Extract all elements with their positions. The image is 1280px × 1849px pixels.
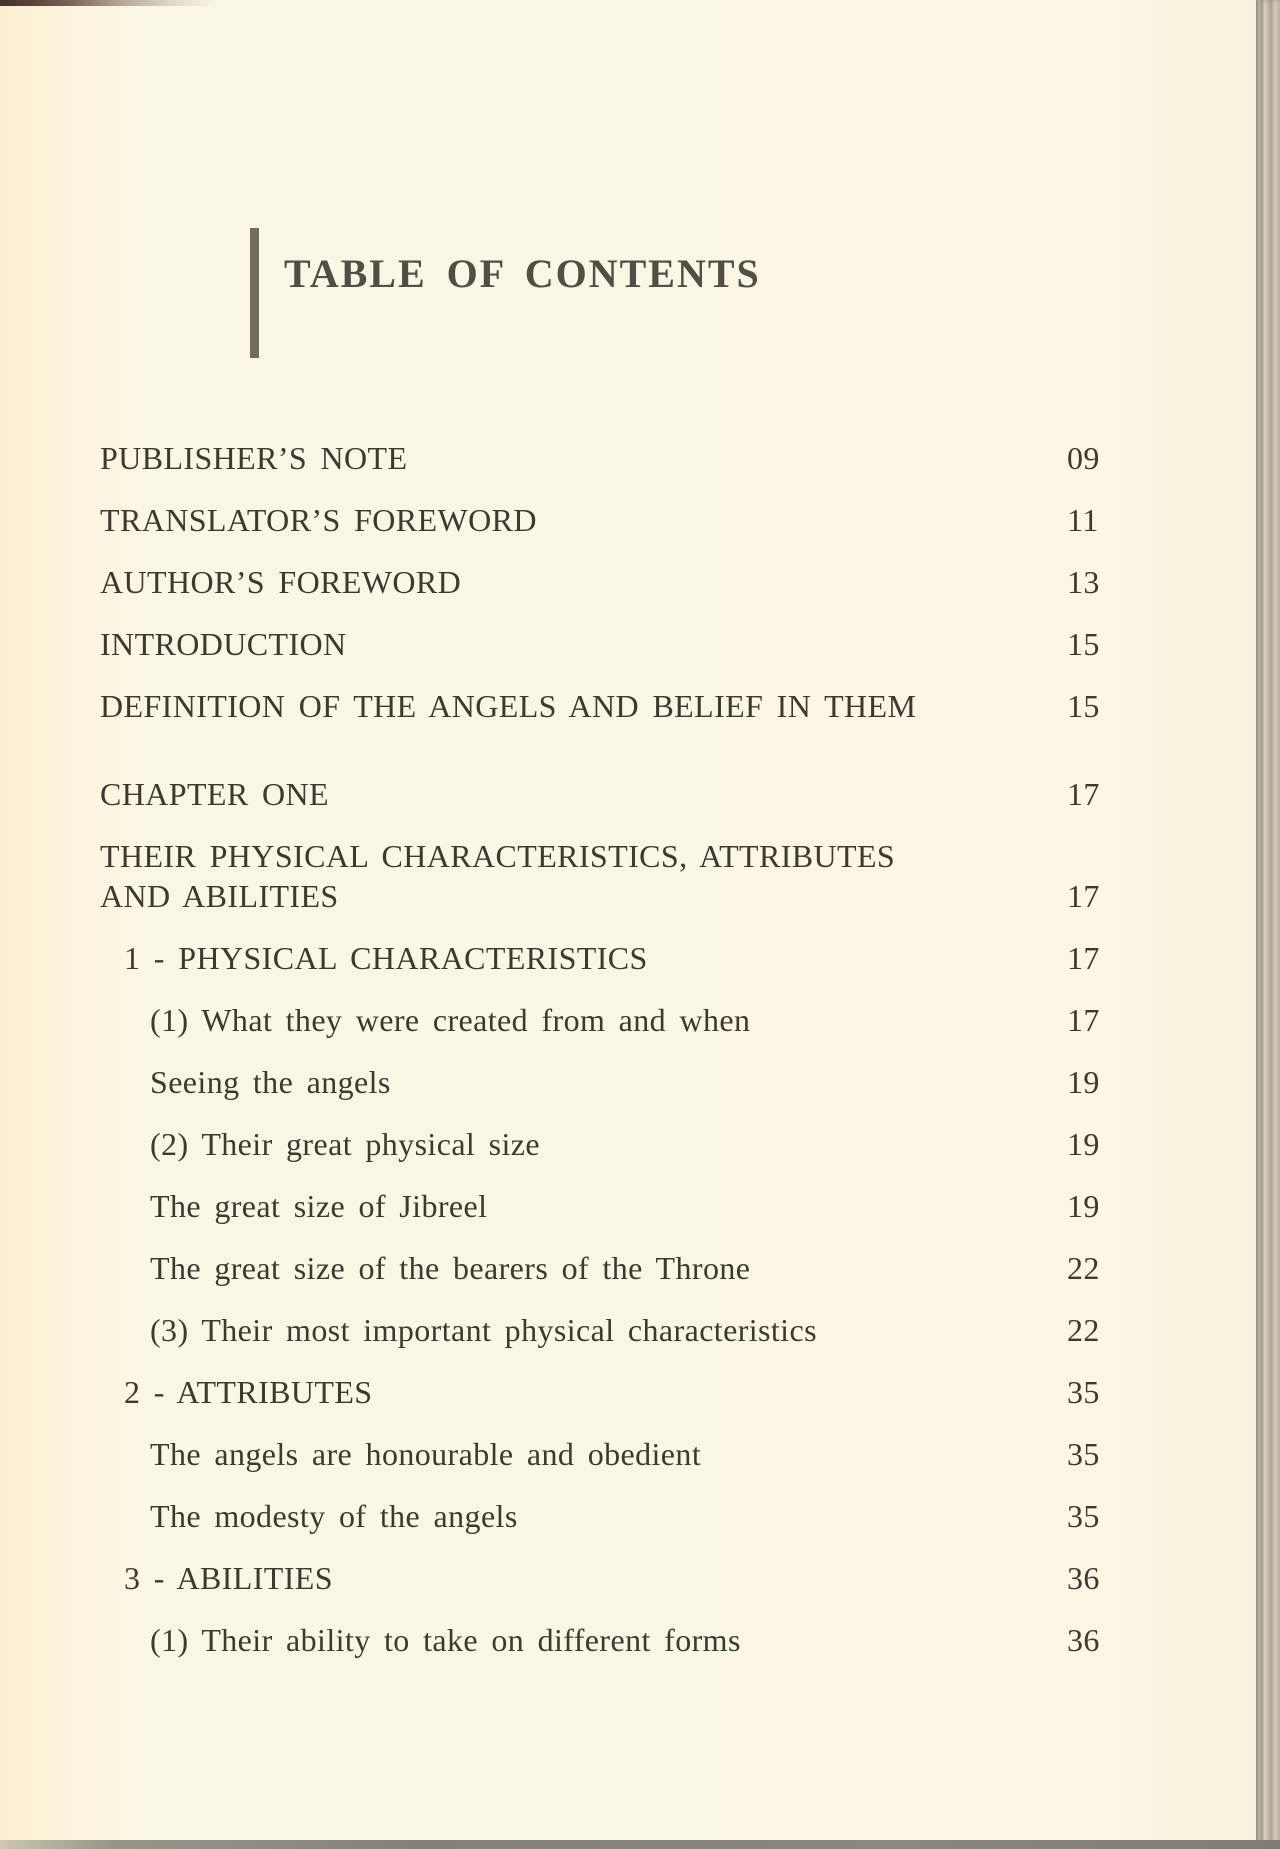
toc-entry-page-number: 19 [1067, 1188, 1100, 1224]
toc-entry-label: CHAPTER ONE [100, 776, 329, 812]
toc-list [100, 440, 1135, 1684]
toc-entry-label: The modesty of the angels [150, 1498, 518, 1534]
toc-entry-page-number: 11 [1067, 502, 1099, 538]
toc-row [100, 502, 1135, 538]
toc-entry-page-number: 17 [1067, 878, 1100, 914]
page-title: TABLE OF CONTENTS [284, 251, 761, 296]
scan-artifact-bottom-edge [0, 1840, 1280, 1849]
toc-entry-label: (1) What they were created from and when [150, 1002, 751, 1038]
toc-entry-page-number: 36 [1067, 1622, 1100, 1658]
toc-entry-label: 1 - PHYSICAL CHARACTERISTICS [124, 940, 648, 976]
toc-entry-label: AND ABILITIES [100, 878, 339, 914]
toc-row [100, 878, 1135, 914]
toc-entry-label: The great size of the bearers of the Throne [150, 1250, 751, 1286]
book-page-edges [1256, 0, 1280, 1849]
toc-row [100, 564, 1135, 600]
toc-entry-page-number: 17 [1067, 776, 1100, 812]
toc-entry-label: The angels are honourable and obedient [150, 1436, 702, 1472]
toc-row [100, 1560, 1135, 1596]
toc-row [100, 626, 1135, 662]
toc-entry-label: The great size of Jibreel [150, 1188, 488, 1224]
toc-entry-page-number: 22 [1067, 1312, 1100, 1348]
toc-entry-label: (3) Their most important physical characteristics [150, 1312, 817, 1348]
title-rule [250, 228, 259, 358]
scan-artifact-top-edge [0, 0, 215, 6]
toc-entry-page-number: 15 [1067, 626, 1100, 662]
toc-row [100, 1250, 1135, 1286]
toc-entry-label: INTRODUCTION [100, 626, 347, 662]
toc-row [100, 1498, 1135, 1534]
toc-row [100, 1374, 1135, 1410]
toc-entry-label: 3 - ABILITIES [124, 1560, 333, 1596]
toc-row [100, 1622, 1135, 1658]
toc-entry-page-number: 35 [1067, 1374, 1100, 1410]
toc-entry-label: 2 - ATTRIBUTES [124, 1374, 373, 1410]
toc-entry-page-number: 15 [1067, 688, 1100, 724]
toc-row [100, 1436, 1135, 1472]
toc-entry-label: PUBLISHER’S NOTE [100, 440, 408, 476]
toc-row [100, 940, 1135, 976]
toc-row [100, 440, 1135, 476]
toc-entry-label: DEFINITION OF THE ANGELS AND BELIEF IN THEM [100, 688, 917, 724]
toc-entry-page-number: 17 [1067, 1002, 1100, 1038]
toc-row [100, 688, 1135, 724]
toc-row [100, 1064, 1135, 1100]
toc-entry-label: Seeing the angels [150, 1064, 391, 1100]
toc-entry-page-number: 35 [1067, 1436, 1100, 1472]
toc-entry-page-number: 36 [1067, 1560, 1100, 1596]
toc-entry-label: AUTHOR’S FOREWORD [100, 564, 462, 600]
toc-row [100, 776, 1135, 812]
toc-row [100, 1002, 1135, 1038]
toc-entry-page-number: 35 [1067, 1498, 1100, 1534]
toc-entry-label: (1) Their ability to take on different forms [150, 1622, 741, 1658]
toc-entry-page-number: 19 [1067, 1126, 1100, 1162]
toc-row [100, 1126, 1135, 1162]
toc-entry-page-number: 13 [1067, 564, 1100, 600]
toc-entry-page-number: 22 [1067, 1250, 1100, 1286]
toc-row [100, 1188, 1135, 1224]
toc-entry-page-number: 17 [1067, 940, 1100, 976]
toc-row [100, 838, 1135, 874]
toc-entry-label: THEIR PHYSICAL CHARACTERISTICS, ATTRIBUTES [100, 838, 896, 874]
title-block [250, 228, 761, 358]
toc-row [100, 1312, 1135, 1348]
toc-entry-page-number: 09 [1067, 440, 1100, 476]
toc-entry-label: (2) Their great physical size [150, 1126, 540, 1162]
toc-entry-page-number: 19 [1067, 1064, 1100, 1100]
toc-entry-label: TRANSLATOR’S FOREWORD [100, 502, 537, 538]
